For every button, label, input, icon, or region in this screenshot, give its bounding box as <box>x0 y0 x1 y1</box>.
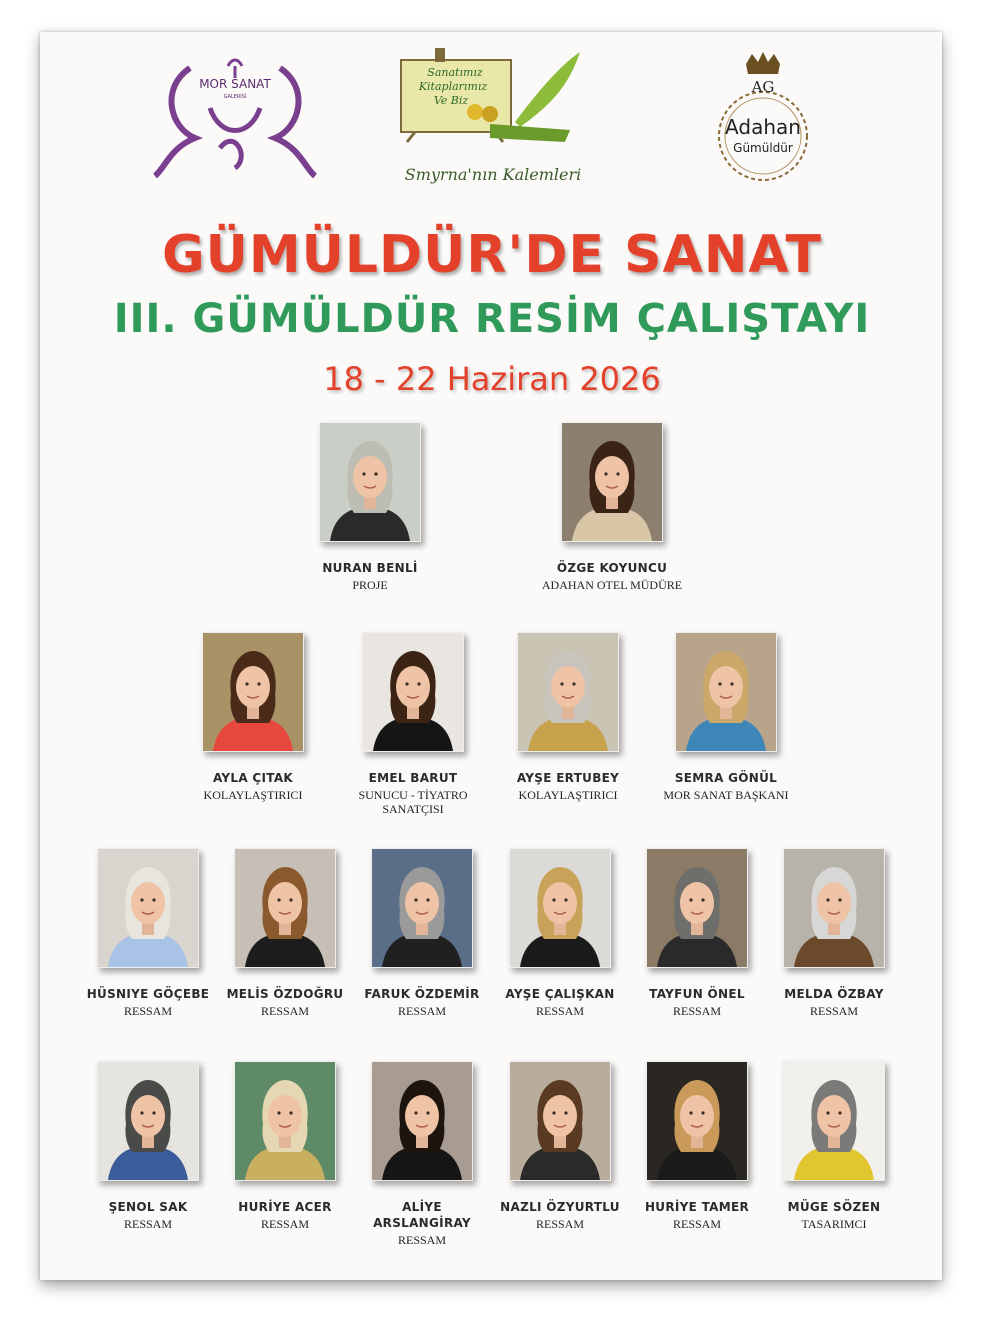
poster-title: GÜMÜLDÜR'DE SANAT <box>161 225 823 285</box>
adahan-initials: AG <box>751 78 775 96</box>
portrait-photo <box>97 1061 199 1181</box>
person-role: RESSAM <box>809 1004 859 1018</box>
person-name: NAZLI ÖZYURTLU <box>500 1200 620 1214</box>
portrait-photo <box>509 848 611 968</box>
portrait-photo <box>97 848 199 968</box>
person-role: RESSAM <box>123 1004 173 1018</box>
center-logo-line2: Kitaplarımız <box>418 80 488 93</box>
person-card <box>68 848 228 1018</box>
person-card <box>333 632 493 816</box>
adahan-logo <box>698 50 828 182</box>
poster-dates: 18 - 22 Haziran 2026 <box>323 360 661 398</box>
mor-sanat-text: MOR SANAT <box>199 77 271 91</box>
person-card <box>205 1061 365 1231</box>
adahan-name: Adahan <box>725 115 801 139</box>
person-name: HÜSNIYE GÖÇEBE <box>86 987 210 1001</box>
portrait-photo <box>675 632 777 752</box>
person-name: EMEL BARUT <box>368 771 458 785</box>
person-role: SUNUCU - TİYATRO SANATÇISI <box>358 788 468 816</box>
person-role: ADAHAN OTEL MÜDÜRE <box>541 578 683 592</box>
person-name: AYŞE ERTUBEY <box>516 771 620 785</box>
person-name: MELDA ÖZBAY <box>784 987 884 1001</box>
person-role: RESSAM <box>535 1004 585 1018</box>
portrait-photo <box>783 848 885 968</box>
person-name: HURİYE TAMER <box>644 1200 750 1214</box>
person-name: ŞENOL SAK <box>108 1200 188 1214</box>
person-card <box>754 848 914 1018</box>
person-role: RESSAM <box>123 1217 173 1231</box>
portrait-photo <box>646 848 748 968</box>
portrait-photo <box>371 1061 473 1181</box>
person-role: RESSAM <box>672 1217 722 1231</box>
person-card <box>480 1061 640 1231</box>
center-logo-caption: Smyrna'nın Kalemleri <box>404 165 582 184</box>
person-card <box>205 848 365 1018</box>
person-card <box>488 632 648 802</box>
poster-subtitle: III. GÜMÜLDÜR RESİM ÇALIŞTAYI <box>113 296 871 342</box>
portrait-photo <box>234 1061 336 1181</box>
person-card <box>342 848 502 1018</box>
person-name: ALİYE ARSLANGİRAY <box>373 1200 471 1230</box>
person-name: ÖZGE KOYUNCU <box>556 561 668 575</box>
portrait-photo <box>783 1061 885 1181</box>
person-name: NURAN BENLİ <box>322 561 418 575</box>
mor-sanat-logo <box>150 58 320 180</box>
smyrna-kalemleri-logo <box>395 42 595 190</box>
person-name: HURİYE ACER <box>238 1200 332 1214</box>
portrait-photo <box>319 422 421 542</box>
person-name: FARUK ÖZDEMİR <box>364 987 480 1001</box>
person-card <box>617 1061 777 1231</box>
portrait-photo <box>646 1061 748 1181</box>
portrait-photo <box>371 848 473 968</box>
person-card <box>480 848 640 1018</box>
person-card <box>290 422 450 592</box>
person-name: MÜGE SÖZEN <box>787 1200 881 1214</box>
center-logo-line1: Sanatımız <box>427 66 483 79</box>
person-name: AYLA ÇITAK <box>212 771 294 785</box>
person-name: AYŞE ÇALIŞKAN <box>505 987 615 1001</box>
person-card <box>532 422 692 592</box>
mor-sanat-subtext: GALERİSİ <box>223 94 247 100</box>
portrait-photo <box>234 848 336 968</box>
person-role: TASARIMCI <box>801 1217 867 1231</box>
person-card <box>617 848 777 1018</box>
adahan-place: Gümüldür <box>733 141 793 155</box>
person-role: KOLAYLAŞTIRICI <box>203 788 303 802</box>
person-card <box>646 632 806 802</box>
person-role: MOR SANAT BAŞKANI <box>663 788 789 802</box>
person-name: SEMRA GÖNÜL <box>674 771 778 785</box>
portrait-photo <box>362 632 464 752</box>
person-role: RESSAM <box>260 1217 310 1231</box>
portrait-photo <box>202 632 304 752</box>
center-logo-line3: Ve Biz <box>433 94 469 107</box>
person-role: KOLAYLAŞTIRICI <box>518 788 618 802</box>
person-card <box>173 632 333 802</box>
portrait-photo <box>561 422 663 542</box>
portrait-photo <box>517 632 619 752</box>
person-role: RESSAM <box>672 1004 722 1018</box>
person-role: RESSAM <box>260 1004 310 1018</box>
person-card <box>342 1061 502 1247</box>
person-card <box>68 1061 228 1231</box>
person-role: PROJE <box>352 578 388 592</box>
person-name: MELİS ÖZDOĞRU <box>226 987 344 1001</box>
person-card <box>754 1061 914 1231</box>
person-name: TAYFUN ÖNEL <box>649 987 745 1001</box>
person-role: RESSAM <box>397 1233 447 1247</box>
person-role: RESSAM <box>535 1217 585 1231</box>
portrait-photo <box>509 1061 611 1181</box>
person-role: RESSAM <box>397 1004 447 1018</box>
